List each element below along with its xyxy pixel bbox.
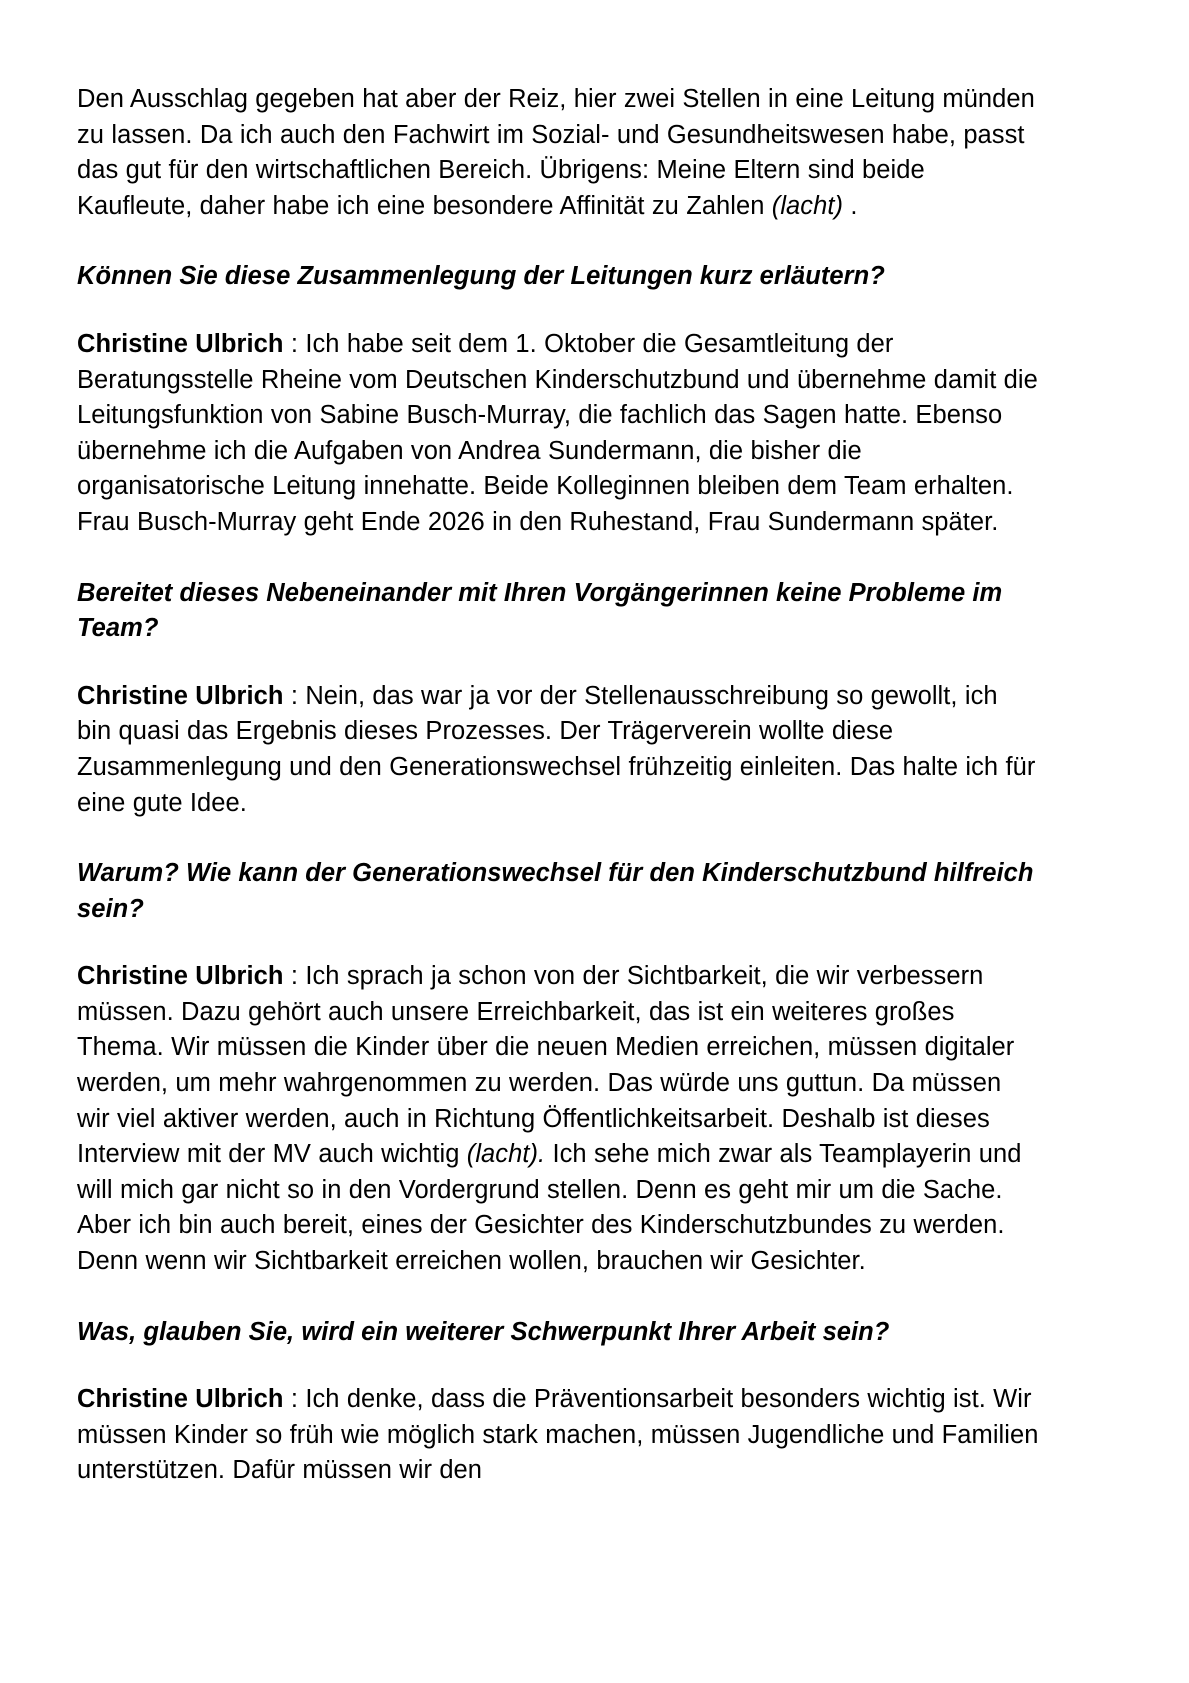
speaker-name: Christine Ulbrich [77, 681, 284, 710]
speaker-separator: : [283, 681, 306, 710]
answer-text-after: Ich sehe mich zwar als Teamplayerin und will mich gar nicht so in den Vordergrund stellen. Denn es geht mir um die Sache. Aber ich bin auch bereit, eines der Gesichter des Kinderschutzbundes zu werden. Denn wenn wir Sichtbarkeit erreichen wollen, brauchen wir Gesichter. [77, 1140, 1022, 1276]
question-heading-schwerpunkt: Was, glauben Sie, wird ein weiterer Schwerpunkt Ihrer Arbeit sein? [77, 1317, 890, 1346]
paragraph-spacer [77, 821, 1039, 856]
heading-spacer [77, 1350, 1039, 1382]
document-text-column [77, 82, 1039, 1489]
answer-zusammenlegung [77, 327, 1039, 541]
question-heading-zusammenlegung: Können Sie diese Zusammenlegung der Leitungen kurz erläutern? [77, 262, 885, 291]
speaker-name: Christine Ulbrich [77, 329, 284, 358]
paragraph-intro-text: Den Ausschlag gegeben hat aber der Reiz, hier zwei Stellen in eine Leitung münden zu lassen. Da ich auch den Fachwirt im Sozial- und Gesundheitswesen habe, passt das gut für den wirtschaftlichen Bereich. Übrigens: Meine Eltern sind beide Kaufleute, daher habe ich eine besondere Affinität zu Zahlen [77, 85, 1035, 220]
heading-spacer [77, 927, 1039, 959]
heading-spacer [77, 295, 1039, 327]
speaker-name: Christine Ulbrich [77, 962, 284, 991]
speaker-separator: : [283, 1385, 306, 1414]
speaker-separator: : [283, 329, 306, 358]
answer-text: Ich denke, dass die Präventionsarbeit besonders wichtig ist. Wir müssen Kinder so früh wie möglich stark machen, müssen Jugendliche und Familien unterstützen. Dafür müssen wir den [77, 1385, 1039, 1485]
paragraph-intro [77, 82, 1039, 224]
paragraph-spacer [77, 224, 1039, 259]
speaker-separator: : [283, 962, 306, 991]
paragraph-intro-tail: . [843, 191, 858, 220]
stage-direction-laugh: (lacht). [466, 1140, 546, 1169]
stage-direction-laugh: (lacht) [771, 191, 843, 220]
speaker-name: Christine Ulbrich [77, 1385, 284, 1414]
answer-schwerpunkt [77, 1382, 1039, 1489]
answer-text: Ich habe seit dem 1. Oktober die Gesamtleitung der Beratungsstelle Rheine vom Deutschen Kinderschutzbund und übernehme damit die Leitungsfunktion von Sabine Busch-Murray, die fachlich das Sagen hatte. Ebenso übernehme ich die Aufgaben von Andrea Sundermann, die bisher die organisatorische Leitung innehatte. Beide Kolleginnen bleiben dem Team erhalten. Frau Busch-Murray geht Ende 2026 in den Ruhestand, Frau Sundermann später. [77, 329, 1038, 536]
answer-nebeneinander [77, 679, 1039, 821]
paragraph-spacer [77, 1280, 1039, 1315]
answer-generationswechsel [77, 959, 1039, 1279]
answer-text-before: Ich sprach ja schon von der Sichtbarkeit, die wir verbessern müssen. Dazu gehört auch unsere Erreichbarkeit, das ist ein weiteres großes Thema. Wir müssen die Kinder über die neuen Medien erreichen, müssen digitaler werden, um mehr wahrgenommen zu werden. Das würde uns guttun. Da müssen wir viel aktiver werden, auch in Richtung Öffentlichkeitsarbeit. Deshalb ist dieses Interview mit der MV auch wichtig [77, 962, 1015, 1169]
question-heading-generationswechsel: Warum? Wie kann der Generationswechsel für den Kinderschutzbund hilfreich sein? [77, 859, 1034, 923]
heading-spacer [77, 647, 1039, 679]
question-heading-nebeneinander: Bereitet dieses Nebeneinander mit Ihren Vorgängerinnen keine Probleme im Team? [77, 578, 1003, 643]
paragraph-spacer [77, 541, 1039, 576]
answer-text: Nein, das war ja vor der Stellenausschreibung so gewollt, ich bin quasi das Ergebnis dieses Prozesses. Der Trägerverein wollte diese Zusammenlegung und den Generationswechsel frühzeitig einleiten. Das halte ich für eine gute Idee. [77, 681, 1036, 817]
